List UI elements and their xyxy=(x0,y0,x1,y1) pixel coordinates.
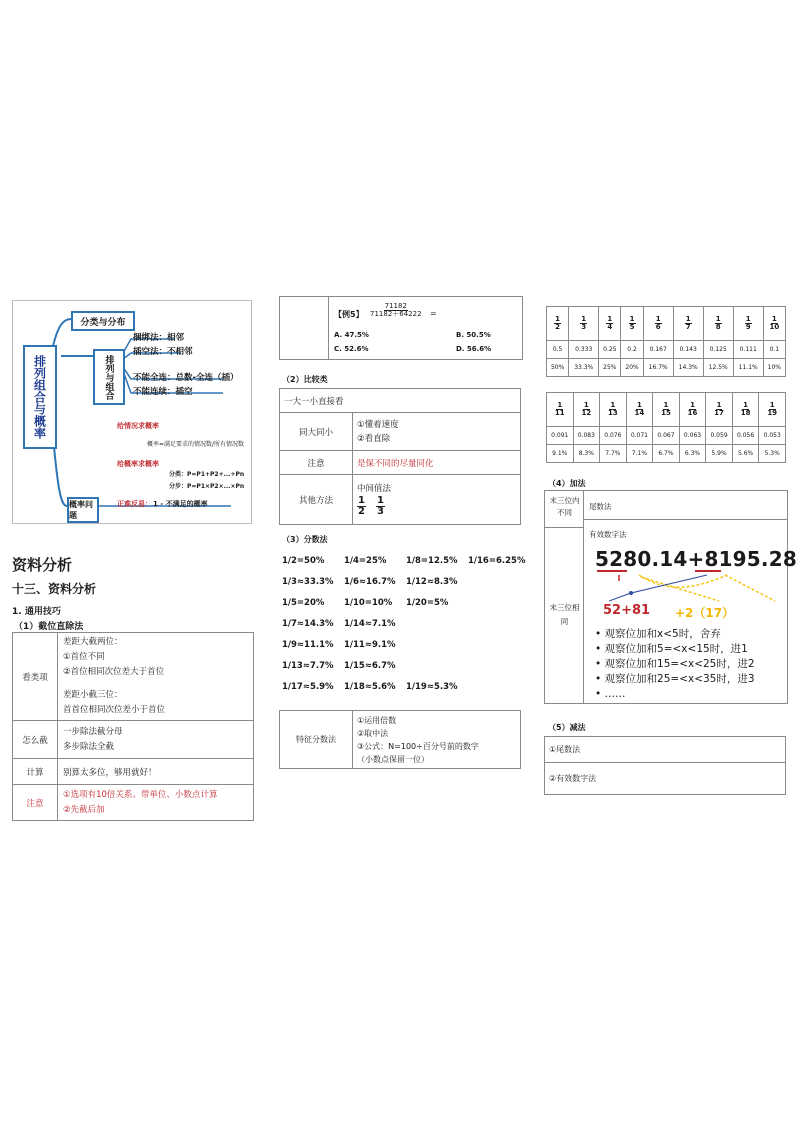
table-cell: 0.083 xyxy=(573,427,600,445)
table-cell: 7.1% xyxy=(626,445,653,463)
table-cell: 0.2 xyxy=(621,341,643,359)
prob-reverse-text: 1 - 不满足的概率 xyxy=(153,500,208,508)
mindmap-node-perm: 排列与组合 xyxy=(93,349,125,405)
table-cell: 33.3% xyxy=(569,359,599,377)
addition-red-sum: 52+81 xyxy=(603,603,651,618)
example-fraction xyxy=(370,303,422,318)
perm-item-4: 不能连续：插空 xyxy=(133,387,193,397)
fraction-row xyxy=(282,613,532,634)
cell-line: ②看直除 xyxy=(357,433,391,444)
fraction-cell: 1/14≈7.1% xyxy=(344,618,396,629)
cell-line: ①首位不同 xyxy=(63,652,105,662)
table-cell: 是保不同的尽量同化 xyxy=(353,451,521,475)
table-cell: 0.167 xyxy=(643,341,673,359)
cell-line: ①懂着速度 xyxy=(357,419,399,430)
bullet-item: • 观察位加和x<5时，舍弃 xyxy=(595,628,721,640)
table-cell: 6.7% xyxy=(653,445,680,463)
table-row xyxy=(280,413,521,451)
table-cell: 5.9% xyxy=(706,445,733,463)
table-cell: 50% xyxy=(547,359,569,377)
prob-line-2: 概率=满足要求的情况数/所有情况数 xyxy=(147,441,245,448)
table-cell-head: 看类项 xyxy=(13,633,58,721)
table-cell: 5.6% xyxy=(732,445,759,463)
table-cell: 0.333 xyxy=(569,341,599,359)
fraction-grid xyxy=(282,550,532,697)
example-option-a: A. 47.5% xyxy=(334,331,369,339)
example-label: 【例5】 xyxy=(334,310,364,319)
fraction-header-cell: $\frac{1}{3}$ xyxy=(569,307,599,341)
bullet-item: • …… xyxy=(595,688,626,700)
section-sub-title: 十三、资料分析 xyxy=(12,582,97,596)
subsection-title: 1. 通用技巧 xyxy=(12,607,61,617)
fraction-cell: 1/11≈9.1% xyxy=(344,639,396,650)
fraction-row xyxy=(282,655,532,676)
fraction-header-cell: $\frac{1}{14}$ xyxy=(626,393,653,427)
table-cell xyxy=(58,785,254,821)
table-cell: 9.1% xyxy=(547,445,574,463)
table-cell: 0.059 xyxy=(706,427,733,445)
addition-r1-head: 末三位内不同 xyxy=(549,496,580,517)
bullet-item: • 观察位加和25=<x<35时，进3 xyxy=(595,673,755,685)
fraction-cell: 1/2=50% xyxy=(282,555,325,566)
table-cell: 14.3% xyxy=(673,359,703,377)
table-row xyxy=(547,359,786,377)
fraction-row xyxy=(282,571,532,592)
table-cell xyxy=(353,475,521,525)
table-row xyxy=(280,711,521,769)
cell-line: ②取中法 xyxy=(357,728,389,738)
fraction-header-cell: $\frac{1}{5}$ xyxy=(621,307,643,341)
fraction-row xyxy=(282,676,532,697)
prob-line-4: 分类：P=P1+P2+...+Pn xyxy=(169,471,245,478)
example-eq: = xyxy=(430,309,437,318)
table-row xyxy=(547,341,786,359)
cell-line: ①运用倍数 xyxy=(357,715,397,725)
bullet-item: • 观察位加和5=<x<15时，进1 xyxy=(595,643,748,655)
table-cell: 0.071 xyxy=(626,427,653,445)
table-cell: 6.3% xyxy=(679,445,706,463)
table-cell: 0.143 xyxy=(673,341,703,359)
table-cell-head: 其他方法 xyxy=(280,475,353,525)
table-row xyxy=(13,633,254,721)
frac-third: $\frac{1}{3}$ xyxy=(376,495,384,517)
table-cell xyxy=(58,721,254,759)
cell-line: 首首位相同次位差小于首位 xyxy=(63,705,166,715)
addition-r2-text: 有效数字法 xyxy=(589,530,627,539)
example-numerator: 71182 xyxy=(384,302,407,310)
table-cell: 16.7% xyxy=(643,359,673,377)
addition-expr: 5280.14+8195.28 xyxy=(595,547,797,571)
table-cell: 0.056 xyxy=(732,427,759,445)
fraction-header-cell: $\frac{1}{2}$ xyxy=(547,307,569,341)
table-row xyxy=(547,427,786,445)
compare-title: （2）比较类 xyxy=(282,375,328,384)
table-cell: 别算太多位，够用就好！ xyxy=(58,759,254,785)
fraction-header-cell: $\frac{1}{8}$ xyxy=(703,307,733,341)
table-fraction-1 xyxy=(546,306,786,377)
cell-line: 差距大截两位： xyxy=(63,637,123,647)
table-cell-head: 同大同小 xyxy=(280,413,353,451)
table-cell: ①尾数法 xyxy=(545,737,786,763)
addition-title: （4）加法 xyxy=(548,479,586,488)
table-cell xyxy=(353,413,521,451)
table-cell: 0.25 xyxy=(599,341,621,359)
table-cell: 一大一小直接看 xyxy=(280,389,521,413)
fraction-cell: 1/6≈16.7% xyxy=(344,576,396,587)
fraction-header-cell: $\frac{1}{18}$ xyxy=(732,393,759,427)
table-cell-head: 计算 xyxy=(13,759,58,785)
table-truncation xyxy=(12,632,254,821)
fraction-cell: 1/8=12.5% xyxy=(406,555,458,566)
cell-line: （小数点保留一位） xyxy=(357,754,429,764)
fraction-header-cell: $\frac{1}{17}$ xyxy=(706,393,733,427)
fraction-cell: 1/4=25% xyxy=(344,555,387,566)
table-feature xyxy=(279,710,521,769)
table-row xyxy=(545,763,786,795)
table-cell: 11.1% xyxy=(733,359,763,377)
cell-line: 中间值法 xyxy=(357,484,392,494)
table-cell: 20% xyxy=(621,359,643,377)
fraction-header-cell: $\frac{1}{9}$ xyxy=(733,307,763,341)
cell-line: 多步除法全截 xyxy=(63,741,115,752)
mindmap xyxy=(12,300,252,524)
table-row xyxy=(13,785,254,821)
table-cell: 12.5% xyxy=(703,359,733,377)
table-cell: 0.076 xyxy=(600,427,627,445)
fraction-cell: 1/7≈14.3% xyxy=(282,618,334,629)
table-cell-head: 注意 xyxy=(13,785,58,821)
fraction-row xyxy=(282,550,532,571)
fraction-header-cell: $\frac{1}{12}$ xyxy=(573,393,600,427)
subtraction-title: （5）减法 xyxy=(548,723,586,732)
fraction-header-cell: $\frac{1}{6}$ xyxy=(643,307,673,341)
addition-r1-text: 尾数法 xyxy=(589,502,612,511)
table-subtraction xyxy=(544,736,786,795)
table-row xyxy=(547,307,786,341)
table-row xyxy=(280,451,521,475)
fraction-header-cell: $\frac{1}{11}$ xyxy=(547,393,574,427)
table-cell: 0.053 xyxy=(759,427,786,445)
mindmap-root: 排列组合与概率 xyxy=(23,345,57,449)
table-cell: 0.125 xyxy=(703,341,733,359)
table-cell: 5.3% xyxy=(759,445,786,463)
section-main-title: 资料分析 xyxy=(12,556,73,574)
fraction-title: （3）分数法 xyxy=(282,535,328,544)
table-row xyxy=(547,445,786,463)
fraction-header-cell: $\frac{1}{19}$ xyxy=(759,393,786,427)
table-cell xyxy=(58,633,254,721)
addition-r2-head: 末三位相同 xyxy=(549,603,580,626)
cell-line: ③公式：N=100÷百分号前的数字 xyxy=(357,741,479,751)
fraction-row xyxy=(282,592,532,613)
table-fraction-2 xyxy=(546,392,786,463)
table-cell-head: 特征分数法 xyxy=(280,711,353,769)
table-cell-head: 注意 xyxy=(280,451,353,475)
frac-half: $\frac{1}{2}$ xyxy=(358,495,365,517)
prob-line-1: 给情况求概率 xyxy=(117,422,159,430)
table-row xyxy=(13,721,254,759)
table-row xyxy=(280,389,521,413)
mindmap-node-prob: 概率问题 xyxy=(67,497,99,523)
perm-item-2: 插空法：不相邻 xyxy=(133,347,193,357)
table-cell: 7.7% xyxy=(600,445,627,463)
table-cell: 0.067 xyxy=(653,427,680,445)
perm-item-3: 不能全连：总数-全连（插） xyxy=(133,373,239,383)
tip1-title: （1）截位直除法 xyxy=(14,622,84,632)
fraction-header-cell: $\frac{1}{4}$ xyxy=(599,307,621,341)
table-cell: 25% xyxy=(599,359,621,377)
cell-line: ②首位相同次位差大于首位 xyxy=(63,667,165,677)
mindmap-node-top: 分类与分布 xyxy=(71,311,135,331)
table-row xyxy=(545,737,786,763)
perm-item-1: 捆绑法：相邻 xyxy=(133,333,185,343)
fraction-cell: 1/3≈33.3% xyxy=(282,576,334,587)
fraction-cell: 1/5=20% xyxy=(282,597,325,608)
example-denominator: 71182＋64222 xyxy=(370,310,422,318)
fraction-row xyxy=(282,634,532,655)
table-cell-head: 怎么截 xyxy=(13,721,58,759)
fraction-cell: 1/16=6.25% xyxy=(468,555,526,566)
fraction-cell: 1/10=10% xyxy=(344,597,393,608)
cell-line: 一步除法截分母 xyxy=(63,726,123,737)
fraction-cell: 1/20=5% xyxy=(406,597,449,608)
prob-line-3: 给概率求概率 xyxy=(117,460,159,468)
cell-line: ②先截后加 xyxy=(63,804,105,815)
addition-arrows xyxy=(589,567,785,607)
fraction-cell: 1/15≈6.7% xyxy=(344,660,396,671)
fraction-cell: 1/12≈8.3% xyxy=(406,576,458,587)
bullet-item: • 观察位加和15=<x<25时，进2 xyxy=(595,658,755,670)
table-row xyxy=(280,475,521,525)
fraction-cell: 1/19≈5.3% xyxy=(406,681,458,692)
table-cell: ②有效数字法 xyxy=(545,763,786,795)
addition-yellow-sum: +2（17） xyxy=(675,606,735,620)
fraction-header-cell: $\frac{1}{15}$ xyxy=(653,393,680,427)
addition-bullets xyxy=(595,627,755,702)
addition-box xyxy=(544,490,797,704)
cell-line: ①选项有10倍关系、带单位、小数点计算 xyxy=(63,789,218,800)
fraction-header-cell: $\frac{1}{13}$ xyxy=(600,393,627,427)
prob-line-5: 分步：P=P1×P2×...×Pn xyxy=(169,483,245,490)
cell-line: 差距小截三位： xyxy=(63,690,123,700)
table-cell: 10% xyxy=(763,359,785,377)
fraction-cell: 1/9≈11.1% xyxy=(282,639,334,650)
table-row xyxy=(547,393,786,427)
example-box xyxy=(279,296,523,360)
table-cell: 0.1 xyxy=(763,341,785,359)
table-cell: 8.3% xyxy=(573,445,600,463)
fraction-cell: 1/18≈5.6% xyxy=(344,681,396,692)
fraction-cell: 1/17≈5.9% xyxy=(282,681,334,692)
table-cell: 0.5 xyxy=(547,341,569,359)
fraction-cell: 1/13≈7.7% xyxy=(282,660,334,671)
table-cell: 0.063 xyxy=(679,427,706,445)
example-option-b: B. 50.5% xyxy=(456,331,491,339)
fraction-header-cell: $\frac{1}{7}$ xyxy=(673,307,703,341)
example-option-c: C. 52.6% xyxy=(334,345,369,353)
fraction-header-cell: $\frac{1}{16}$ xyxy=(679,393,706,427)
prob-reverse-label: 正难反易： xyxy=(117,500,152,508)
table-cell: 0.091 xyxy=(547,427,574,445)
table-cell: 0.111 xyxy=(733,341,763,359)
example-option-d: D. 56.6% xyxy=(456,345,492,353)
table-row xyxy=(13,759,254,785)
table-cell xyxy=(353,711,521,769)
table-compare xyxy=(279,388,521,525)
fraction-header-cell: $\frac{1}{10}$ xyxy=(763,307,785,341)
